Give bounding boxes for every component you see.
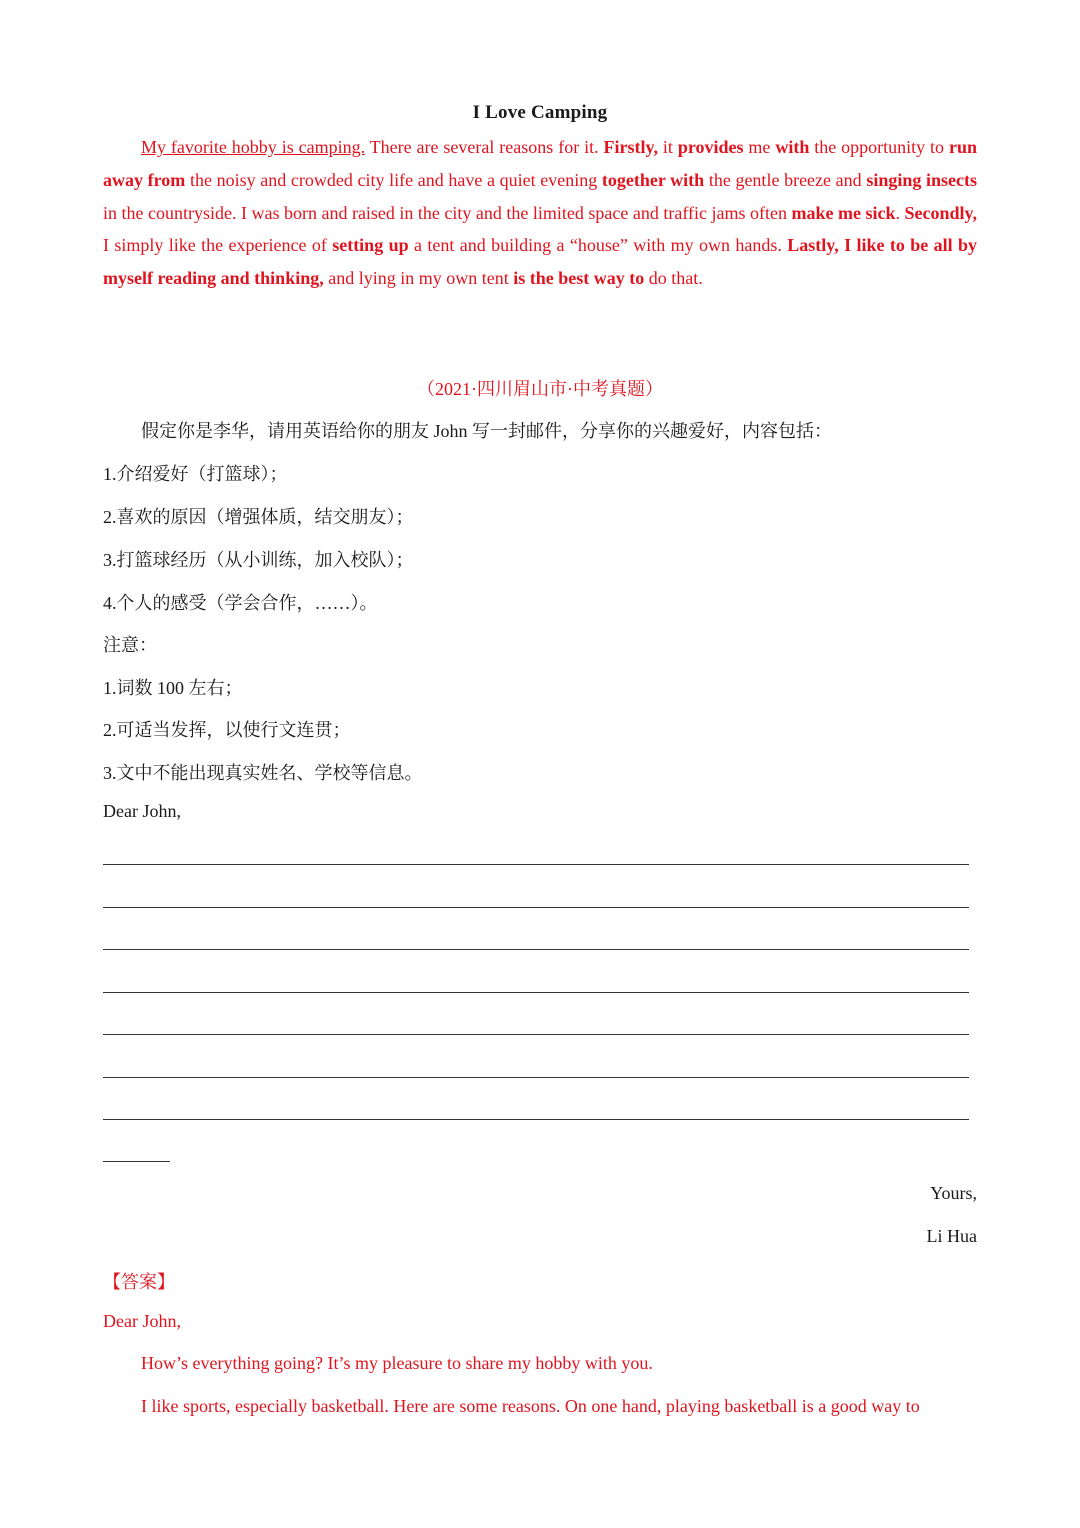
answer-label: 【答案】 (103, 1272, 175, 1292)
essay-keyword: run away from (103, 137, 977, 190)
letter-closing: Yours, (930, 1183, 977, 1203)
answer-greeting: Dear John, (103, 1311, 181, 1331)
writing-line-short (103, 1161, 170, 1162)
task-item-2: 2.喜欢的原因（增强体质，结交朋友）； (103, 507, 414, 527)
essay-text: and lying in my own tent (323, 268, 514, 289)
task-item-4: 4.个人的感受（学会合作，……）。 (103, 593, 378, 613)
answer-line-2: I like sports, especially basketball. Here are some reasons. On one hand, playing basketball is a good way to (141, 1396, 920, 1416)
note-3: 3.文中不能出现真实姓名、学校等信息。 (103, 763, 423, 783)
writing-line (103, 1034, 969, 1035)
writing-line (103, 992, 969, 993)
task-prompt: 假定你是李华，请用英语给你的朋友 John 写一封邮件，分享你的兴趣爱好，内容包括： (141, 421, 833, 441)
answer-line-1: How’s everything going? It’s my pleasure to share my hobby with you. (141, 1353, 653, 1373)
essay-keyword: together with (601, 169, 705, 190)
essay-text: There are several reasons for it. (365, 137, 604, 157)
essay-text: I simply like the experience of (103, 235, 333, 256)
essay-text: it (658, 137, 678, 157)
letter-greeting: Dear John, (103, 801, 181, 821)
letter-signature: Li Hua (926, 1226, 977, 1246)
essay-keyword: make me sick (791, 202, 896, 223)
writing-line (103, 864, 969, 865)
essay-text: the noisy and crowded city life and have a quiet evening (185, 169, 602, 190)
essay-keyword: Firstly, (603, 137, 658, 157)
essay-keyword: Lastly, I like to be all by myself reading and thinking, (103, 235, 978, 289)
writing-line (103, 1119, 969, 1120)
essay-keyword: is the best way to (513, 268, 645, 289)
notice-label: 注意： (103, 635, 157, 655)
essay-keyword: singing insects (866, 169, 977, 190)
exam-source: （2021·四川眉山市·中考真题） (417, 379, 663, 399)
essay-text: a tent and building a “house” with my own hands. (408, 235, 788, 256)
essay-text: me (743, 137, 776, 157)
writing-line (103, 1077, 969, 1078)
essay-body (103, 131, 977, 295)
topic-sentence: My favorite hobby is camping. (141, 137, 366, 157)
task-item-1: 1.介绍爱好（打篮球）； (103, 464, 288, 484)
essay-title: I Love Camping (472, 102, 608, 123)
essay-keyword: setting up (332, 235, 409, 256)
essay-text: the opportunity to (809, 137, 949, 157)
essay-text: do that. (644, 268, 703, 289)
essay-text: the gentle breeze and (704, 169, 867, 190)
writing-line (103, 949, 969, 950)
essay-keyword: with (775, 137, 810, 157)
note-1: 1.词数 100 左右； (103, 678, 243, 698)
note-2: 2.可适当发挥，以使行文连贯； (103, 720, 351, 740)
essay-keyword: provides (677, 137, 744, 157)
essay-keyword: Secondly, (904, 202, 978, 223)
writing-line (103, 907, 969, 908)
essay-text: in the countryside. I was born and raised in the city and the limited space and traffic jams often (103, 202, 792, 223)
task-item-3: 3.打篮球经历（从小训练，加入校队）； (103, 550, 414, 570)
essay-text: . (895, 202, 905, 223)
